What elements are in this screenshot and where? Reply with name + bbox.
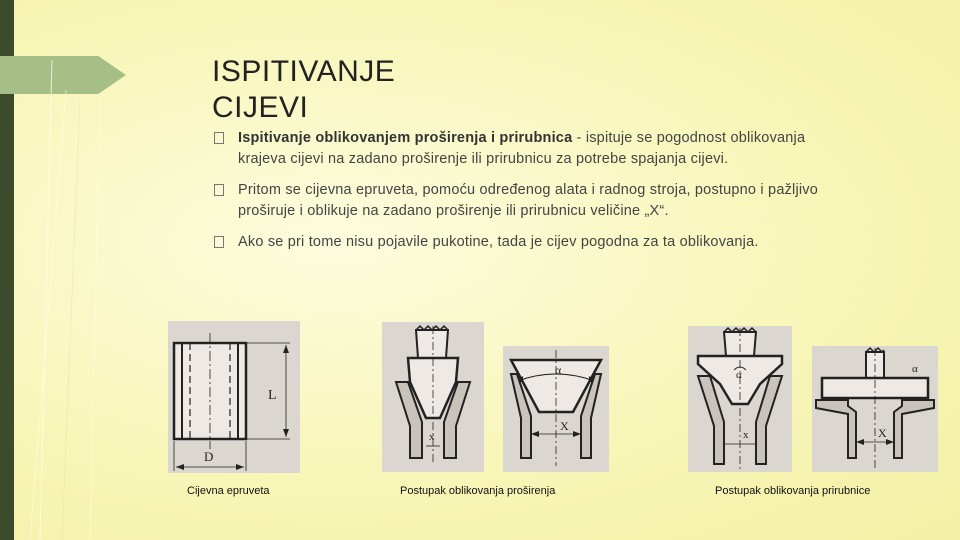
bullet-text: - ispituje se pogodnost oblikovanja krajeva cijevi na zadano proširenje ili prirubnicu za potrebe spajanja cijevi. xyxy=(238,130,806,167)
specimen-figure xyxy=(168,321,300,473)
bullet-text: Pritom se cijevna epruveta, pomoću određenog alata i radnog stroja, postupno i pažljivo proširuje i oblikuje na zadano proširenje ili prirubnicu veličine „X“. xyxy=(238,182,819,219)
label-D: D xyxy=(204,449,214,464)
specimen-drawing xyxy=(168,321,300,473)
caption-expansion: Postupak oblikovanja proširenja xyxy=(400,485,556,497)
svg-text:x: x xyxy=(743,429,749,441)
bullet-box-icon xyxy=(214,236,224,248)
expansion-figure-left xyxy=(382,322,484,472)
bullet-item xyxy=(212,232,852,253)
label-x-expansion: X xyxy=(560,419,569,433)
label-L: L xyxy=(268,388,277,403)
bullet-text: Ako se pri tome nisu pojavile pukotine, tada je cijev pogodna za ta oblikovanja. xyxy=(238,234,759,250)
label-alpha-flange: α xyxy=(912,363,918,375)
slide-title-line-1: ISPITIVANJE xyxy=(212,55,396,88)
label-x-flange: X xyxy=(878,426,887,440)
slide-title xyxy=(212,54,395,126)
slide-title-line-2: CIJEVI xyxy=(212,91,309,124)
bullet-box-icon xyxy=(214,184,224,196)
bullet-box-icon xyxy=(214,132,224,144)
bullet-list xyxy=(212,128,852,253)
flange-result-drawing xyxy=(812,346,938,472)
svg-text:x: x xyxy=(429,431,435,443)
bullet-bold-text: Ispitivanje oblikovanjem proširenja i prirubnica xyxy=(238,130,573,146)
bullet-item xyxy=(212,128,852,170)
svg-text:α: α xyxy=(736,369,742,381)
expansion-figure-right xyxy=(503,346,609,472)
caption-flange: Postupak oblikovanja prirubnice xyxy=(715,485,871,497)
expansion-result-drawing xyxy=(503,346,609,472)
bullet-item xyxy=(212,180,852,222)
title-arrow-tab xyxy=(0,56,126,94)
expansion-tool-drawing xyxy=(382,322,484,472)
flange-figure-left xyxy=(688,326,792,472)
flange-tool-drawing xyxy=(688,326,792,472)
caption-specimen: Cijevna epruveta xyxy=(187,485,270,497)
label-alpha-expansion: α xyxy=(555,363,562,377)
flange-figure-right xyxy=(812,346,938,472)
